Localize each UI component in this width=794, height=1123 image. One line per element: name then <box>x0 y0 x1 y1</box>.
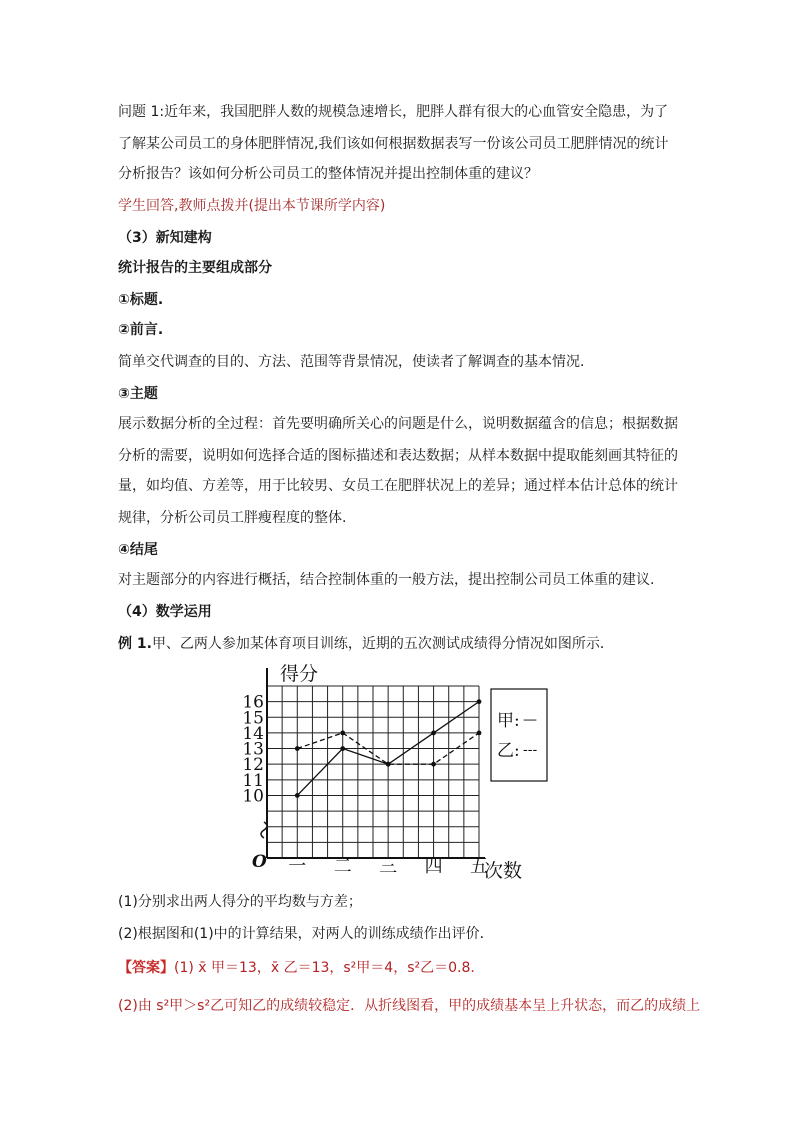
intro-line-2: 了解某公司员工的身体肥胖情况,我们该如何根据数据表写一份该公司员工肥胖情况的统计 <box>118 136 669 152</box>
legend-symbol: — <box>523 712 537 728</box>
data-point <box>386 762 391 767</box>
y-tick-label: 14 <box>242 723 264 744</box>
question-1: (1)分别求出两人得分的平均数与方差； <box>118 894 362 910</box>
data-point <box>340 731 345 736</box>
data-point <box>295 793 300 798</box>
section3-subheading: 统计报告的主要组成部分 <box>118 260 272 276</box>
intro-line-3: 分析报告？该如何分析公司员工的整体情况并提出控制体重的建议？ <box>118 166 538 182</box>
legend-symbol: --- <box>523 742 538 758</box>
x-tick-label: 三 <box>379 856 398 877</box>
x-tick-label: 四 <box>424 856 443 877</box>
item-main-line-2: 分析的需要，说明如何选择合适的图标描述和表达数据；从样本数据中提取能刻画其特征的 <box>118 448 678 464</box>
y-axis-label: 得分 <box>280 663 319 685</box>
example-1 <box>118 634 614 654</box>
example-text: 甲、乙两人参加某体育项目训练，近期的五次测试成绩得分情况如图所示． <box>151 636 614 652</box>
y-tick-label: 10 <box>242 786 264 807</box>
y-tick-label: 11 <box>242 770 264 791</box>
legend-box <box>491 689 547 781</box>
section4-heading: （4）数学运用 <box>118 604 212 620</box>
x-axis-label: 次数 <box>484 860 523 882</box>
example-label: 例 1. <box>118 636 152 652</box>
x-tick-label: 五 <box>470 856 488 877</box>
y-tick-label: 15 <box>242 708 264 729</box>
item-ending: ④结尾 <box>118 542 158 558</box>
line-chart <box>238 658 538 883</box>
data-point <box>477 731 482 736</box>
teacher-note: 学生回答,教师点拨并(提出本节课所学内容) <box>118 198 386 214</box>
y-tick-label: 16 <box>242 692 264 713</box>
data-point <box>431 731 436 736</box>
answer-values: (1) x̄ 甲＝13，x̄ 乙＝13，s²甲＝4，s²乙＝0.8. <box>174 960 475 976</box>
answer-line-1 <box>118 958 475 978</box>
y-tick-label: 13 <box>242 739 264 760</box>
item-main-line-3: 量，如均值、方差等，用于比较男、女员工在肥胖状况上的差异；通过样本估计总体的统计 <box>118 478 678 494</box>
item-main: ③主题 <box>118 386 158 402</box>
x-tick-label: 二 <box>333 856 352 877</box>
origin-label: O <box>252 852 267 872</box>
item-main-line-4: 规律，分析公司员工胖瘦程度的整体. <box>118 510 347 526</box>
section3-heading: （3）新知建构 <box>118 230 212 246</box>
x-tick-label: 一 <box>288 856 307 877</box>
item-main-line-1: 展示数据分析的全过程：首先要明确所关心的问题是什么，说明数据蕴含的信息；根据数据 <box>118 416 678 432</box>
data-point <box>477 699 482 704</box>
legend-label: 甲: <box>497 711 520 731</box>
item-preface-desc: 简单交代调查的目的、方法、范围等背景情况，使读者了解调查的基本情况. <box>118 354 585 370</box>
chart-labels <box>242 663 522 882</box>
answer-label: 【答案】 <box>118 960 174 976</box>
item-ending-desc: 对主题部分的内容进行概括，结合控制体重的一般方法，提出控制公司员工体重的建议. <box>118 572 655 588</box>
chart-grid <box>267 686 479 858</box>
answer-line-2: (2)由 s²甲＞s²乙可知乙的成绩较稳定．从折线图看，甲的成绩基本呈上升状态，而乙的成绩上 <box>118 998 701 1014</box>
data-point <box>431 762 436 767</box>
chart-legend <box>491 689 547 781</box>
intro-line-1: 问题 1:近年来，我国肥胖人数的规模急速增长，肥胖人群有很大的心血管安全隐患，为了 <box>118 104 669 120</box>
data-point <box>340 746 345 751</box>
y-tick-label: 12 <box>242 755 264 776</box>
question-2: (2)根据图和(1)中的计算结果，对两人的训练成绩作出评价． <box>118 926 494 942</box>
item-preface: ②前言. <box>118 322 164 338</box>
item-title: ①标题. <box>118 292 164 308</box>
legend-label: 乙: <box>497 741 520 761</box>
data-point <box>295 746 300 751</box>
